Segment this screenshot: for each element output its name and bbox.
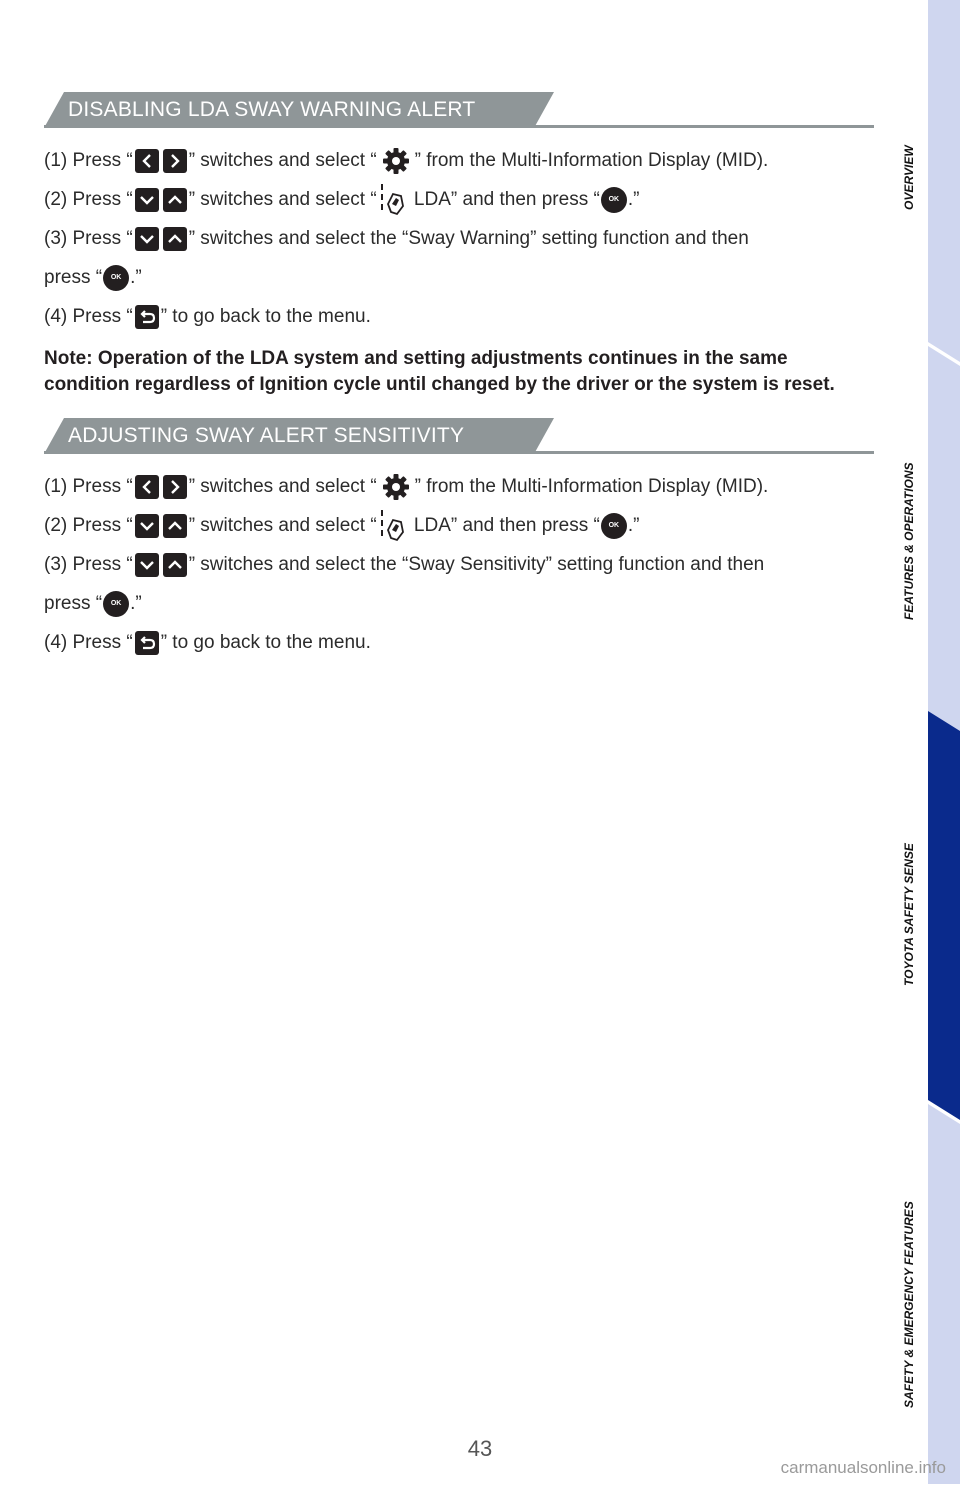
chevron-down-icon [135, 227, 159, 251]
step-text: ” to go back to the menu. [160, 632, 371, 653]
chevron-up-icon [163, 553, 187, 577]
note-text: Note: Operation of the LDA system and setting adjustments continues in the same condition regardless of Ignition cycle until changed by the driver or the system is reset. [44, 348, 835, 395]
step-4 [44, 623, 874, 662]
chevron-down-icon [135, 514, 159, 538]
chevron-down-icon [135, 553, 159, 577]
step-text: .” [627, 515, 640, 536]
chapter-sidebar [928, 0, 960, 1484]
ok-button-icon: OK [103, 265, 129, 291]
step-text: (3) Press “ [44, 228, 133, 249]
step-text: (3) Press “ [44, 554, 133, 575]
step-3 [44, 219, 874, 258]
step-text: LDA” and then press “ [408, 189, 600, 210]
step-text: (2) Press “ [44, 189, 133, 210]
step-2 [44, 506, 874, 545]
step-text: ” from the Multi-Information Display (MID). [414, 150, 769, 171]
tab-overview-label[interactable]: OVERVIEW [902, 145, 916, 210]
step-2 [44, 180, 874, 219]
step-1 [44, 467, 874, 506]
lda-icon [379, 182, 405, 218]
lda-icon [379, 508, 405, 544]
step-text: (1) Press “ [44, 150, 133, 171]
step-text: press “ [44, 593, 103, 614]
step-text: (2) Press “ [44, 515, 133, 536]
sidebar-tabs-graphic [928, 0, 960, 1484]
tab-features-shape [928, 346, 960, 735]
section-disabling-sway-warning [44, 92, 874, 398]
step-text: ” switches and select “ [188, 476, 377, 497]
tab-tss-label[interactable]: TOYOTA SAFETY SENSE [902, 843, 916, 986]
section-rule [44, 125, 874, 128]
step-1 [44, 141, 874, 180]
step-text: press “ [44, 267, 103, 288]
gear-icon [381, 472, 411, 502]
ok-button-icon: OK [601, 513, 627, 539]
step-text: ” switches and select “ [188, 515, 377, 536]
step-text: ” switches and select “ [188, 150, 377, 171]
chevron-up-icon [163, 514, 187, 538]
step-text: ” switches and select the “Sway Sensitivity” setting function and then [188, 554, 765, 575]
tab-tss-shape [928, 711, 960, 1120]
tab-features-label[interactable]: FEATURES & OPERATIONS [902, 462, 916, 620]
section-header [44, 92, 874, 128]
step-text: (4) Press “ [44, 632, 133, 653]
chevron-down-icon [135, 188, 159, 212]
back-icon [135, 305, 159, 329]
page-content [44, 0, 874, 662]
chevron-left-icon [135, 475, 159, 499]
tab-safety-shape [928, 1104, 960, 1484]
watermark: carmanualsonline.info [780, 1458, 946, 1477]
step-text: .” [627, 189, 640, 210]
gear-icon [381, 146, 411, 176]
chevron-up-icon [163, 188, 187, 212]
step-3-continued [44, 584, 874, 623]
section-title: ADJUSTING SWAY ALERT SENSITIVITY [68, 424, 465, 447]
step-4 [44, 297, 874, 336]
tab-overview-shape [928, 0, 960, 362]
step-text: ” switches and select “ [188, 189, 377, 210]
step-text: ” switches and select the “Sway Warning” setting function and then [188, 228, 749, 249]
chevron-left-icon [135, 149, 159, 173]
chevron-up-icon [163, 227, 187, 251]
step-text: .” [130, 267, 142, 288]
ok-button-icon: OK [601, 187, 627, 213]
tab-safety-label[interactable]: SAFETY & EMERGENCY FEATURES [902, 1201, 916, 1408]
step-3 [44, 545, 874, 584]
step-text: (1) Press “ [44, 476, 133, 497]
section-adjusting-sway-sensitivity [44, 418, 874, 662]
step-text: ” to go back to the menu. [160, 306, 371, 327]
back-icon [135, 631, 159, 655]
section-header [44, 418, 874, 454]
page-number: 43 [467, 1436, 493, 1461]
step-text: LDA” and then press “ [408, 515, 600, 536]
section-rule [44, 451, 874, 454]
step-text: .” [130, 593, 142, 614]
chevron-right-icon [163, 149, 187, 173]
ok-button-icon: OK [103, 591, 129, 617]
section-title: DISABLING LDA SWAY WARNING ALERT [68, 98, 476, 121]
chevron-right-icon [163, 475, 187, 499]
step-text: (4) Press “ [44, 306, 133, 327]
step-text: ” from the Multi-Information Display (MID). [414, 476, 769, 497]
step-3-continued [44, 258, 874, 297]
